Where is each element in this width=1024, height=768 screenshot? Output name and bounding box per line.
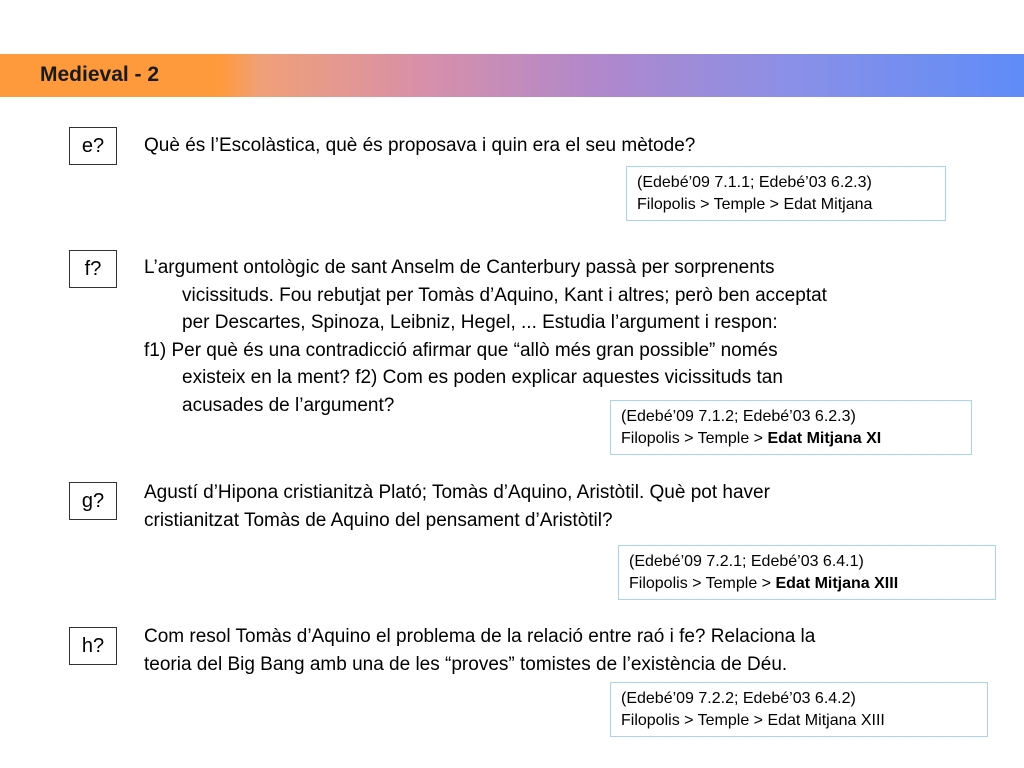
question-line: f1) Per què és una contradicció afirmar que “allò més gran possible” només (144, 339, 778, 361)
reference-line1: (Edebé’09 7.1.1; Edebé’03 6.2.3) (637, 174, 872, 191)
question-line: existeix en la ment? f2) Com es poden explicar aquestes vicissituds tan (182, 367, 783, 388)
question-line: cristianitzat Tomàs de Aquino del pensament d’Aristòtil? (144, 509, 613, 531)
question-line: acusades de l’argument? (182, 394, 395, 416)
reference-box-e (626, 166, 946, 221)
reference-box-h (610, 682, 988, 737)
question-line: L’argument ontològic de sant Anselm de Canterbury passà per sorprenents (144, 257, 775, 278)
reference-line1: (Edebé’09 7.1.2; Edebé’03 6.2.3) (621, 408, 856, 425)
reference-box-f (610, 400, 972, 455)
reference-line2: Filopolis > Temple > Edat Mitjana XIII (629, 575, 899, 592)
question-text-g (144, 479, 770, 534)
question-label-e: e? (69, 127, 117, 165)
reference-line1: (Edebé’09 7.2.2; Edebé’03 6.4.2) (621, 690, 856, 707)
question-label-f: f? (69, 250, 117, 288)
reference-box-g (618, 545, 996, 600)
question-line: Què és l’Escolàstica, què és proposava i quin era el seu mètode? (144, 135, 696, 156)
reference-line2: Filopolis > Temple > Edat Mitjana XIII (621, 712, 885, 729)
reference-line2: Filopolis > Temple > Edat Mitjana XI (621, 430, 882, 447)
question-label-g: g? (69, 482, 117, 520)
reference-line1: (Edebé’09 7.2.1; Edebé’03 6.4.1) (629, 553, 864, 570)
question-label-h: h? (69, 627, 117, 665)
question-line: teoria del Big Bang amb una de les “proves” tomistes de l’existència de Déu. (144, 653, 788, 675)
question-text-h (144, 623, 815, 678)
question-line: vicissituds. Fou rebutjat per Tomàs d’Aquino, Kant i altres; però ben acceptat (182, 284, 827, 306)
question-text-f (144, 254, 827, 419)
question-line: per Descartes, Spinoza, Leibniz, Hegel, ... Estudia l’argument i respon: (182, 312, 778, 333)
reference-line2: Filopolis > Temple > Edat Mitjana (637, 196, 873, 213)
question-text-e (144, 132, 695, 160)
slide-title: Medieval - 2 (40, 63, 160, 86)
question-line: Com resol Tomàs d’Aquino el problema de la relació entre raó i fe? Relaciona la (144, 626, 816, 647)
question-line: Agustí d’Hipona cristianitzà Plató; Tomàs d’Aquino, Aristòtil. Què pot haver (144, 482, 770, 503)
